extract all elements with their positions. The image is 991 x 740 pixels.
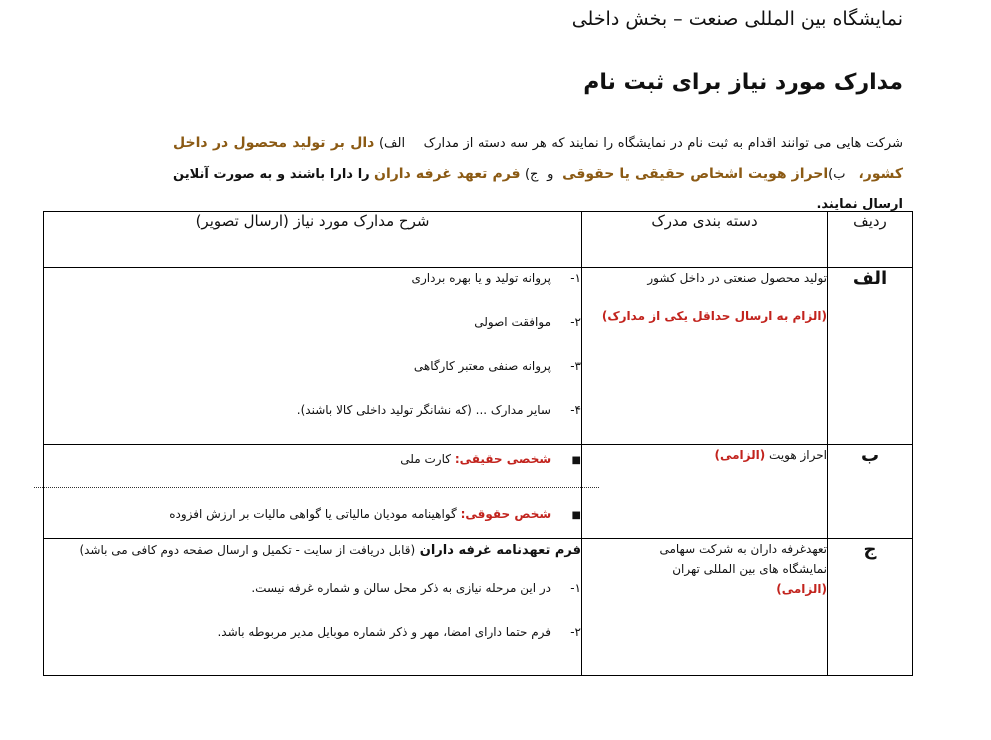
- header-description: شرح مدارک مورد نیاز (ارسال تصویر): [44, 212, 582, 268]
- bullet-icon: ■: [571, 455, 581, 466]
- category-note: (الزام به ارسال حداقل یکی از مدارک): [601, 309, 827, 323]
- row-label: الف: [828, 268, 913, 445]
- list-item: [44, 312, 581, 356]
- item-number: ۲-: [570, 625, 581, 639]
- header-row-number: ردیف: [828, 212, 913, 268]
- list-item: [44, 500, 581, 530]
- list-item: [44, 356, 581, 400]
- item-number: ۱-: [570, 581, 581, 595]
- intro-be-label: ب): [828, 167, 846, 182]
- item-text: فرم حتما دارای امضا، مهر و ذکر شماره موبایل مدیر مربوطه باشد.: [217, 625, 551, 639]
- list-item: [44, 268, 581, 312]
- form-note: (قابل دریافت از سایت - تکمیل و ارسال صفحه دوم کافی می باشد): [79, 543, 416, 557]
- intro-alef-label: الف): [378, 136, 406, 151]
- row-category: [582, 268, 828, 445]
- row-description: [44, 445, 582, 539]
- category-note: (الزامی): [714, 448, 766, 462]
- row-description: [44, 539, 582, 676]
- page-header: نمایشگاه بین المللی صنعت – بخش داخلی: [571, 8, 903, 30]
- bullet-label: شخصی حقیقی:: [454, 452, 552, 466]
- category-text: تعهدغرفه داران به شرکت سهامی نمایشگاه های بین المللی تهران: [659, 542, 827, 576]
- intro-text-start: شرکت هایی می توانند اقدام به ثبت نام در نمایشگاه را نمایند که هر سه دسته از مدارک: [423, 136, 903, 151]
- bullet-text: کارت ملی: [400, 452, 451, 466]
- row-category: [582, 539, 828, 676]
- table-row: [44, 268, 913, 445]
- row-category: [582, 445, 828, 539]
- list-item: [44, 622, 581, 648]
- item-number: ۳-: [570, 359, 581, 373]
- intro-jim-label: ج): [524, 167, 539, 182]
- list-item: [44, 445, 581, 475]
- intro-jim-text: فرم تعهد غرفه داران: [374, 166, 521, 182]
- item-text: پروانه تولید و یا بهره برداری: [411, 271, 551, 285]
- table-row: [44, 445, 913, 539]
- intro-text-end: را دارا باشند و به صورت آنلاین ارسال نمایند.: [173, 167, 903, 212]
- page-title: مدارک مورد نیاز برای ثبت نام: [583, 70, 903, 95]
- form-title: فرم تعهدنامه غرفه داران: [419, 543, 581, 558]
- item-number: ۴-: [570, 403, 581, 417]
- list-item: [44, 400, 581, 426]
- bullet-text: گواهینامه مودیان مالیاتی یا گواهی مالیات بر ارزش افزوده: [169, 507, 457, 521]
- bullet-icon: ■: [571, 510, 581, 521]
- table-row: [44, 539, 913, 676]
- header-category: دسته بندی مدرک: [582, 212, 828, 268]
- row-label: ج: [828, 539, 913, 676]
- item-text: موافقت اصولی: [474, 315, 551, 329]
- row-description: [44, 268, 582, 445]
- bullet-label: شخص حقوقی:: [460, 507, 552, 521]
- form-heading: [44, 539, 581, 562]
- intro-paragraph: [173, 128, 903, 220]
- list-item: [44, 578, 581, 622]
- item-text: در این مرحله نیازی به ذکر محل سالن و شماره غرفه نیست.: [251, 581, 551, 595]
- intro-alef-text: دال بر تولید محصول در داخل کشور،: [173, 135, 904, 182]
- table-header-row: [44, 212, 913, 268]
- intro-conjunction: و: [547, 167, 554, 182]
- item-number: ۱-: [570, 271, 581, 285]
- row-label: ب: [828, 445, 913, 539]
- item-number: ۲-: [570, 315, 581, 329]
- documents-table: [43, 211, 913, 676]
- dotted-divider: [34, 487, 599, 488]
- intro-be-text: احراز هویت اشخاص حقیقی یا حقوقی: [562, 166, 829, 182]
- category-note: (الزامی): [776, 582, 827, 596]
- item-text: پروانه صنفی معتبر کارگاهی: [413, 359, 551, 373]
- category-text: تولید محصول صنعتی در داخل کشور: [647, 271, 827, 285]
- item-text: سایر مدارک ... (که نشانگر تولید داخلی کالا باشند).: [296, 403, 551, 417]
- category-text: احراز هویت: [769, 448, 827, 462]
